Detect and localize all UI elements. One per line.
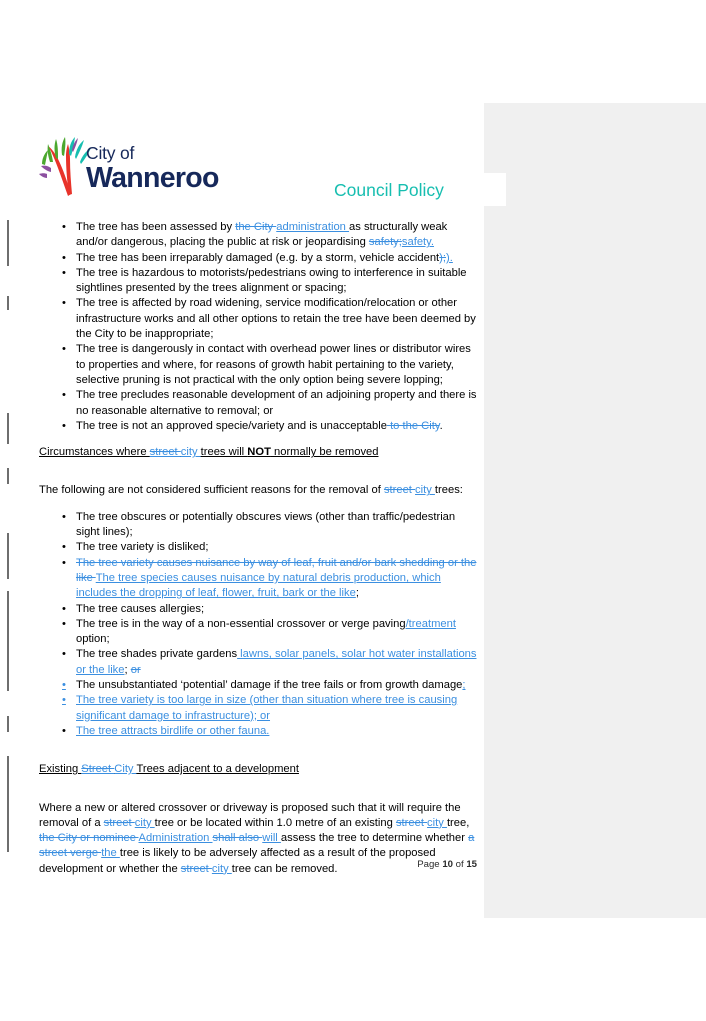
para-existing-run-14: tree is likely to be adversely affected as a result of the proposed development or whether the — [39, 847, 436, 875]
insufficient-reason-item — [39, 510, 477, 541]
spacer — [39, 460, 477, 483]
para-existing-run-13: the — [101, 847, 120, 860]
insufficient-reason-3-run-0: The tree causes allergies; — [76, 602, 205, 615]
page-footer — [39, 859, 477, 870]
insufficient-reason-5-run-1: lawns, solar panels, solar hot water installations or the like — [76, 648, 477, 676]
removal-criterion-item — [39, 419, 477, 434]
insufficient-reason-item — [39, 724, 477, 739]
removal-criterion-1-run-0: The tree has been irreparably damaged (e.g. by a storm, vehicle accident — [76, 251, 440, 264]
bullet-marker-icon: • — [62, 510, 66, 523]
comment-margin-panel — [484, 103, 706, 918]
removal-criterion-item — [39, 251, 477, 266]
insufficient-reason-7-run-0: The tree variety is too large in size (other than situation where tree is causing significant damage to infrastructure); or — [76, 694, 458, 722]
heading-existing-run-2: City — [114, 763, 137, 776]
bullet-marker-icon: • — [62, 602, 66, 615]
removal-criterion-6-run-2: . — [439, 419, 443, 432]
logo-wanneroo-text: Wanneroo — [86, 161, 219, 194]
para-existing-run-2: city — [134, 816, 155, 829]
insufficient-reason-item — [39, 678, 477, 693]
document-type-label: Council Policy — [334, 180, 444, 200]
heading-existing-trees-development — [39, 762, 477, 777]
removal-criterion-item — [39, 388, 477, 419]
removal-criterion-5-run-0: The tree precludes reasonable development of an adjoining property and there is no reasonable alternative to removal; or — [76, 389, 477, 417]
insufficient-reason-5-run-2: ; — [124, 663, 131, 676]
insufficient-reason-8-run-0: The tree attracts birdlife or other fauna. — [76, 724, 270, 737]
insufficient-reason-text — [76, 648, 476, 675]
removal-criterion-1-run-1: ); — [439, 251, 447, 264]
heading-not-removed-run-5: normally be removed — [270, 446, 379, 459]
heading-existing-run-0: Existing — [39, 763, 82, 776]
heading-not-normally-removed — [39, 445, 477, 460]
intro-paragraph-not-removed — [39, 483, 477, 498]
insufficient-reason-text — [76, 618, 456, 645]
spacer — [39, 739, 477, 762]
heading-not-removed-run-2: city — [180, 446, 201, 459]
insufficient-reason-5-run-3: or — [130, 663, 141, 676]
insufficient-reason-2-run-1: The tree species causes nuisance by natural debris production, which includes the dropping of leaf, flower, fruit, bark or the like — [76, 571, 441, 600]
removal-criterion-item — [39, 342, 477, 388]
footer-page-total: 15 — [466, 859, 477, 870]
spacer — [39, 778, 477, 801]
document-header — [38, 136, 468, 212]
insufficient-reason-item — [39, 693, 477, 724]
comment-margin-notch — [484, 173, 506, 206]
bullet-marker-icon: • — [62, 343, 66, 356]
para-existing-run-11: assess the tree to determine whether — [280, 832, 469, 845]
insufficient-reason-text — [76, 511, 455, 538]
removal-criterion-0-run-3: as structurally weak and/or dangerous, placing the public at risk or jeopardising — [76, 221, 448, 249]
removal-criterion-text — [76, 343, 471, 386]
heading-not-removed-run-3: trees will — [200, 446, 248, 459]
removal-criterion-text — [76, 267, 467, 294]
removal-criterion-text — [76, 221, 447, 248]
para-existing-run-9: shall also — [212, 832, 263, 845]
para-existing-run-4: street — [395, 816, 428, 829]
change-bar-7 — [7, 756, 9, 852]
para-existing-run-12: a street verge — [39, 832, 475, 860]
removal-criterion-0-run-1: the City — [235, 221, 277, 233]
removal-criterion-item — [39, 220, 477, 251]
intro-not-removed-run-3: trees: — [434, 484, 463, 497]
tree-removal-criteria-list — [39, 220, 477, 434]
bullet-marker-icon: • — [62, 541, 66, 554]
para-existing-run-7: the City or nominee — [39, 832, 139, 845]
para-existing-run-5: city — [427, 816, 447, 829]
intro-not-removed-run-0: The following are not considered sufficient reasons for the removal of — [39, 484, 384, 497]
insufficient-reasons-list — [39, 510, 477, 739]
heading-existing-run-1: Street — [81, 763, 115, 776]
insufficient-reason-text — [76, 694, 457, 721]
removal-criterion-text — [76, 252, 453, 264]
bullet-marker-icon: • — [62, 419, 66, 432]
removal-criterion-0-run-0: The tree has been assessed by — [76, 221, 236, 233]
removal-criterion-text — [76, 297, 476, 340]
para-existing-run-1: street — [103, 816, 135, 829]
insufficient-reason-6-run-0: The unsubstantiated ‘potential’ damage if the tree fails or from growth damage — [76, 679, 463, 692]
insufficient-reason-text — [76, 541, 208, 553]
removal-criterion-text — [76, 420, 443, 432]
heading-not-removed-run-1: street — [149, 446, 181, 459]
footer-page-prefix: Page — [417, 859, 443, 870]
para-existing-run-3: tree or be located within 1.0 metre of an existing — [154, 816, 396, 829]
logo-wordmark — [86, 145, 219, 192]
removal-criterion-4-run-0: The tree is dangerously in contact with overhead power lines or distributor wires to properties and where, for reasons of growth habit pertaining to the variety, selective pruning is not practical with the only option being severe lopping; — [76, 343, 471, 386]
insufficient-reason-2-run-2: ; — [355, 587, 359, 600]
change-bar-2 — [7, 413, 9, 444]
document-body — [39, 220, 477, 877]
insufficient-reason-6-run-1: ; — [462, 679, 466, 692]
spacer — [39, 434, 477, 445]
insufficient-reason-1-run-0: The tree variety is disliked; — [76, 541, 209, 554]
para-existing-run-16: city — [211, 862, 232, 875]
insufficient-reason-item — [39, 617, 477, 648]
removal-criterion-0-run-5: safety. — [401, 236, 435, 249]
insufficient-reason-item — [39, 540, 477, 555]
change-bar-0 — [7, 220, 9, 266]
change-bar-3 — [7, 468, 9, 484]
para-existing-run-17: tree can be removed. — [231, 862, 338, 875]
insufficient-reason-item — [39, 556, 477, 602]
para-existing-run-8: Administration — [138, 832, 213, 845]
removal-criterion-item — [39, 296, 477, 342]
insufficient-reason-0-run-0: The tree obscures or potentially obscures views (other than traffic/pedestrian sight lines); — [76, 510, 456, 539]
bullet-marker-icon: • — [62, 556, 66, 569]
intro-not-removed-run-2: city — [415, 484, 435, 497]
removal-criterion-6-run-1: to the City — [386, 419, 440, 432]
bullet-marker-icon: • — [62, 648, 66, 661]
bullet-marker-icon: • — [62, 724, 66, 737]
insufficient-reason-item — [39, 647, 477, 678]
para-existing-run-6: tree, — [446, 816, 470, 829]
bullet-marker-icon: • — [62, 617, 66, 630]
bullet-marker-icon: • — [62, 679, 66, 692]
bullet-marker-icon: • — [62, 297, 66, 310]
change-bar-4 — [7, 533, 9, 579]
logo-city-of-text: City of — [86, 143, 135, 163]
footer-page-middle: of — [452, 859, 467, 870]
heading-not-removed-run-0: Circumstances where — [39, 446, 150, 459]
insufficient-reason-2-run-0: The tree variety causes nuisance by way of leaf, fruit and/or bark shedding or the like — [76, 556, 477, 584]
insufficient-reason-text — [76, 557, 476, 600]
para-existing-run-15: street — [180, 862, 212, 875]
bullet-marker-icon: • — [62, 221, 66, 233]
footer-page-number: 10 — [442, 859, 453, 870]
removal-criterion-2-run-0: The tree is hazardous to motorists/pedestrians owing to interference in suitable sightlines presented by the trees alignment or spacing; — [76, 266, 467, 295]
insufficient-reason-text — [76, 603, 204, 615]
removal-criterion-0-run-4: safety; — [368, 236, 402, 249]
city-of-wanneroo-logo — [38, 136, 228, 208]
insufficient-reason-4-run-2: option; — [76, 633, 110, 646]
insufficient-reason-text — [76, 725, 269, 737]
intro-not-removed-run-1: street — [383, 484, 416, 497]
change-bar-5 — [7, 591, 9, 691]
change-bar-1 — [7, 296, 9, 310]
removal-criterion-0-run-2: administration — [276, 221, 350, 233]
bullet-marker-icon: • — [62, 389, 66, 402]
para-existing-run-10: will — [262, 832, 281, 845]
heading-not-removed-run-4: NOT — [247, 446, 271, 459]
removal-criterion-3-run-0: The tree is affected by road widening, service modification/relocation or other infrastructure works and all other options to retain the tree have been deemed by the City to be inappropriate; — [76, 297, 476, 341]
removal-criterion-item — [39, 266, 477, 297]
change-bar-6 — [7, 716, 9, 732]
removal-criterion-6-run-0: The tree is not an approved specie/variety and is unacceptable — [76, 419, 387, 432]
heading-existing-run-3: Trees adjacent to a development — [136, 763, 299, 776]
bullet-marker-icon: • — [62, 251, 66, 264]
insufficient-reason-4-run-0: The tree is in the way of a non-essential crossover or verge paving — [76, 617, 406, 630]
bullet-marker-icon: • — [62, 266, 66, 279]
insufficient-reason-item — [39, 602, 477, 617]
removal-criterion-1-run-2: ). — [446, 251, 453, 264]
spacer — [39, 499, 477, 510]
insufficient-reason-text — [76, 679, 466, 691]
removal-criterion-text — [76, 389, 477, 416]
insufficient-reason-5-run-0: The tree shades private gardens — [76, 648, 238, 661]
bullet-marker-icon: • — [62, 694, 66, 707]
para-existing-run-0: Where a new or altered crossover or driveway is proposed such that it will require the removal of a — [39, 801, 461, 829]
insufficient-reason-4-run-1: /treatment — [405, 617, 456, 630]
